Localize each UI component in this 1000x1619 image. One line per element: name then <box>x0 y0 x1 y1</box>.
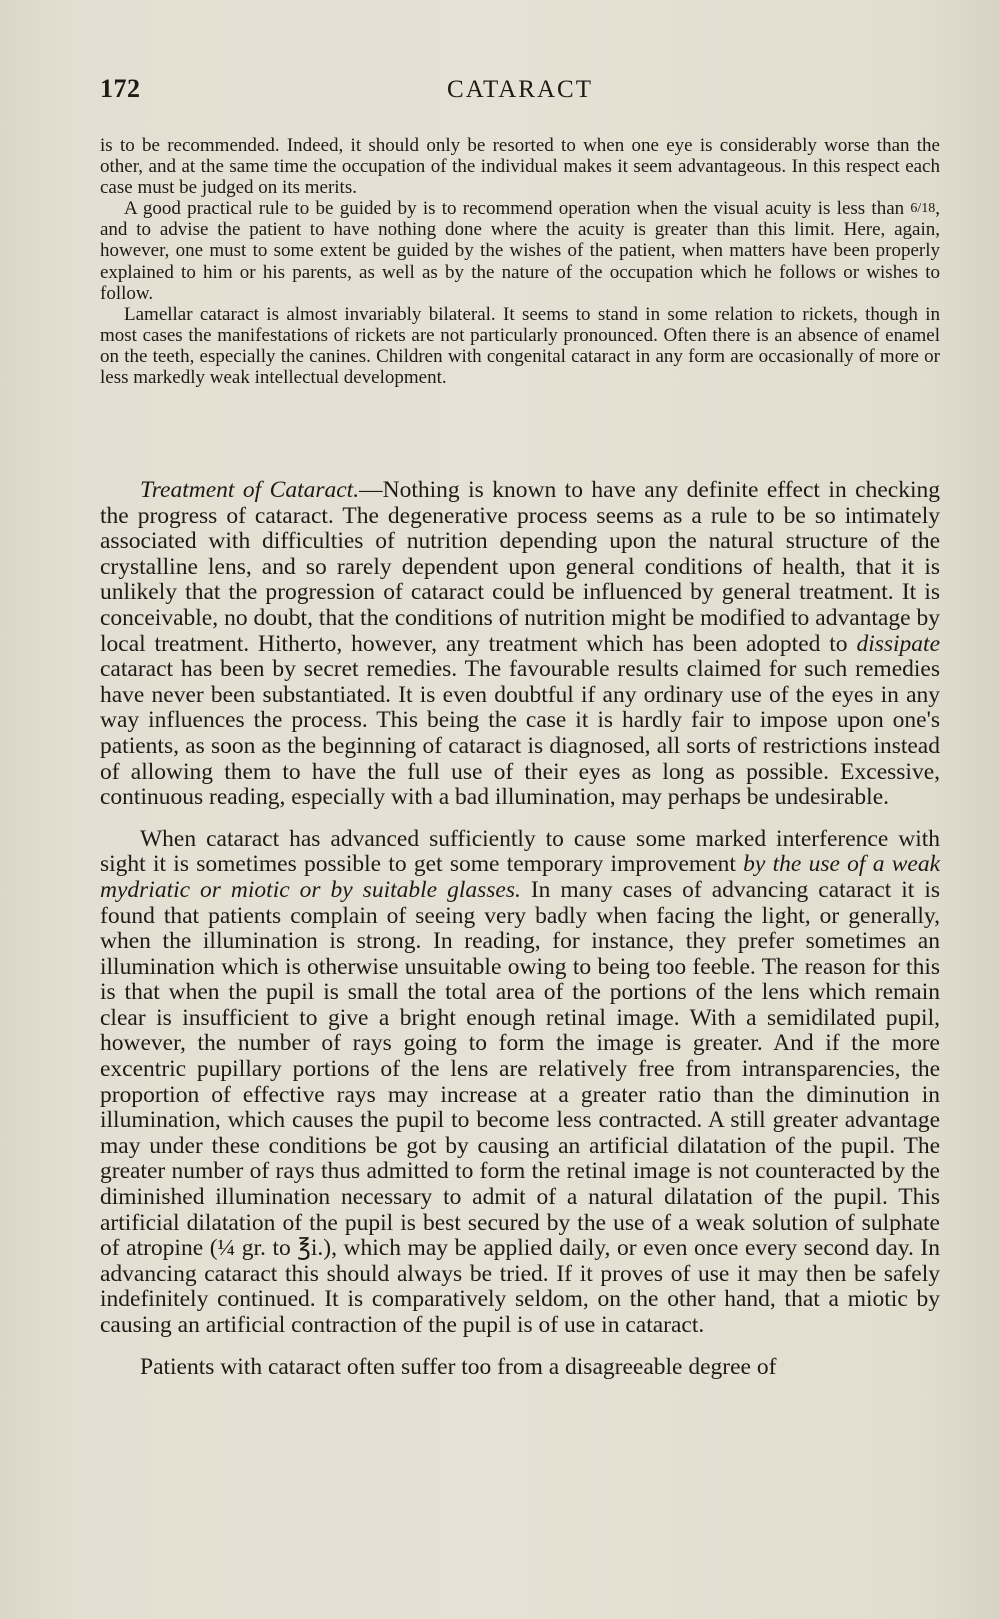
treatment-text-b: cataract has been by secret remedies. The favourable results claimed for such remedies have never been substantiated. It is even doubtful if any ordinary use of the eyes in any way influences the process. This being the case it is hardly fair to impose upon one's patients, as soon as the beginning of cataract is diagnosed, all sorts of restrictions instead of allowing them to have the full use of their eyes as long as possible. Excessive, continuous reading, especially with a bad illumination, may perhaps be undesirable. <box>100 656 940 811</box>
practical-rule-text-b: , and to advise the patient to have nothing done where the acuity is greater than this limit. Here, again, however, one must to some extent be guided by the wishes of the patient, when matters have been properly explained to him or his parents, as well as by the nature of the occupation which he follows or wishes to follow. <box>100 198 940 304</box>
paragraph-practical-rule <box>100 198 940 303</box>
small-print-section <box>100 135 940 388</box>
treatment-section <box>100 478 940 1380</box>
paragraph-treatment-intro <box>100 478 940 811</box>
advanced-text-b: In many cases of advancing cataract it is found that patients complain of seeing very badly when facing the light, or generally, when the illumination is strong. In reading, for instance, they prefer sometimes an illumination which is otherwise unsuitable owing to being too feeble. The reason for this is that when the pupil is small the total area of the portions of the lens which remain clear is insufficient to give a bright enough retinal image. With a semidilated pupil, however, the number of rays going to form the image is greater. And if the more excentric pupillary portions of the lens are relatively free from intransparencies, the proportion of effective rays may increase at a greater ratio than the diminution in illumination, which causes the pupil to become less contracted. A still greater advantage may under these conditions be got by causing an artificial dilatation of the pupil. The greater number of rays thus admitted to form the retinal image is not counteracted by the diminished illumination necessary to admit of a natural dilatation of the pupil. This artificial dilatation of the pupil is best secured by the use of a weak solution of sulphate of atropine (¼ gr. to ℥i.), which may be applied daily, or even once every second day. In advancing cataract this should always be tried. If it proves of use it may then be safely indefinitely continued. It is comparatively seldom, on the other hand, that a miotic by causing an artificial contraction of the pupil is of use in cataract. <box>100 876 940 1338</box>
advanced-text-a: When cataract has advanced sufficiently to cause some marked interference with sight it is sometimes possible to get some temporary improvement <box>100 825 940 878</box>
paragraph-advanced-cataract <box>100 827 940 1339</box>
paragraph-lamellar-cataract: Lamellar cataract is almost invariably bilateral. It seems to stand in some relation to rickets, though in most cases the manifestations of rickets are not particularly pronounced. Often there is an absence of enamel on the teeth, especially the canines. Children with congenital cataract in any form are occasionally of more or less markedly weak intellectual development. <box>100 303 940 389</box>
visual-acuity-fraction: 6/18 <box>910 201 936 217</box>
page-header <box>100 74 940 114</box>
practical-rule-text-a: A good practical rule to be guided by is to recommend operation when the visual acuity is less than <box>124 198 911 220</box>
page-number: 172 <box>100 74 141 103</box>
paragraph-recommendation: is to be recommended. Indeed, it should only be resorted to when one eye is considerably worse than the other, and at the same time the occupation of the individual makes it seem advantageous. In this respect each case must be judged on its merits. <box>100 135 940 199</box>
treatment-italic-word: dissipate <box>856 630 940 657</box>
running-title: CATARACT <box>447 76 593 103</box>
section-heading: Treatment of Cataract. <box>140 477 360 503</box>
paragraph-patients: Patients with cataract often suffer too from a disagreeable degree of <box>140 1353 777 1380</box>
advanced-italic-phrase: by the use of a weak mydriatic or miotic or by suitable glasses. <box>100 851 941 903</box>
treatment-text-a: —Nothing is known to have any definite effect in checking the progress of cataract. The degenerative process seems as a rule to be so intimately associated with difficulties of nutrition depending upon the natural structure of the crystalline lens, and so rarely dependent upon general conditions of health, that it is unlikely that the progression of cataract could be influenced by general treatment. It is conceivable, no doubt, that the conditions of nutrition might be modified to advantage by local treatment. Hitherto, however, any treatment which has been adopted to <box>100 477 940 657</box>
